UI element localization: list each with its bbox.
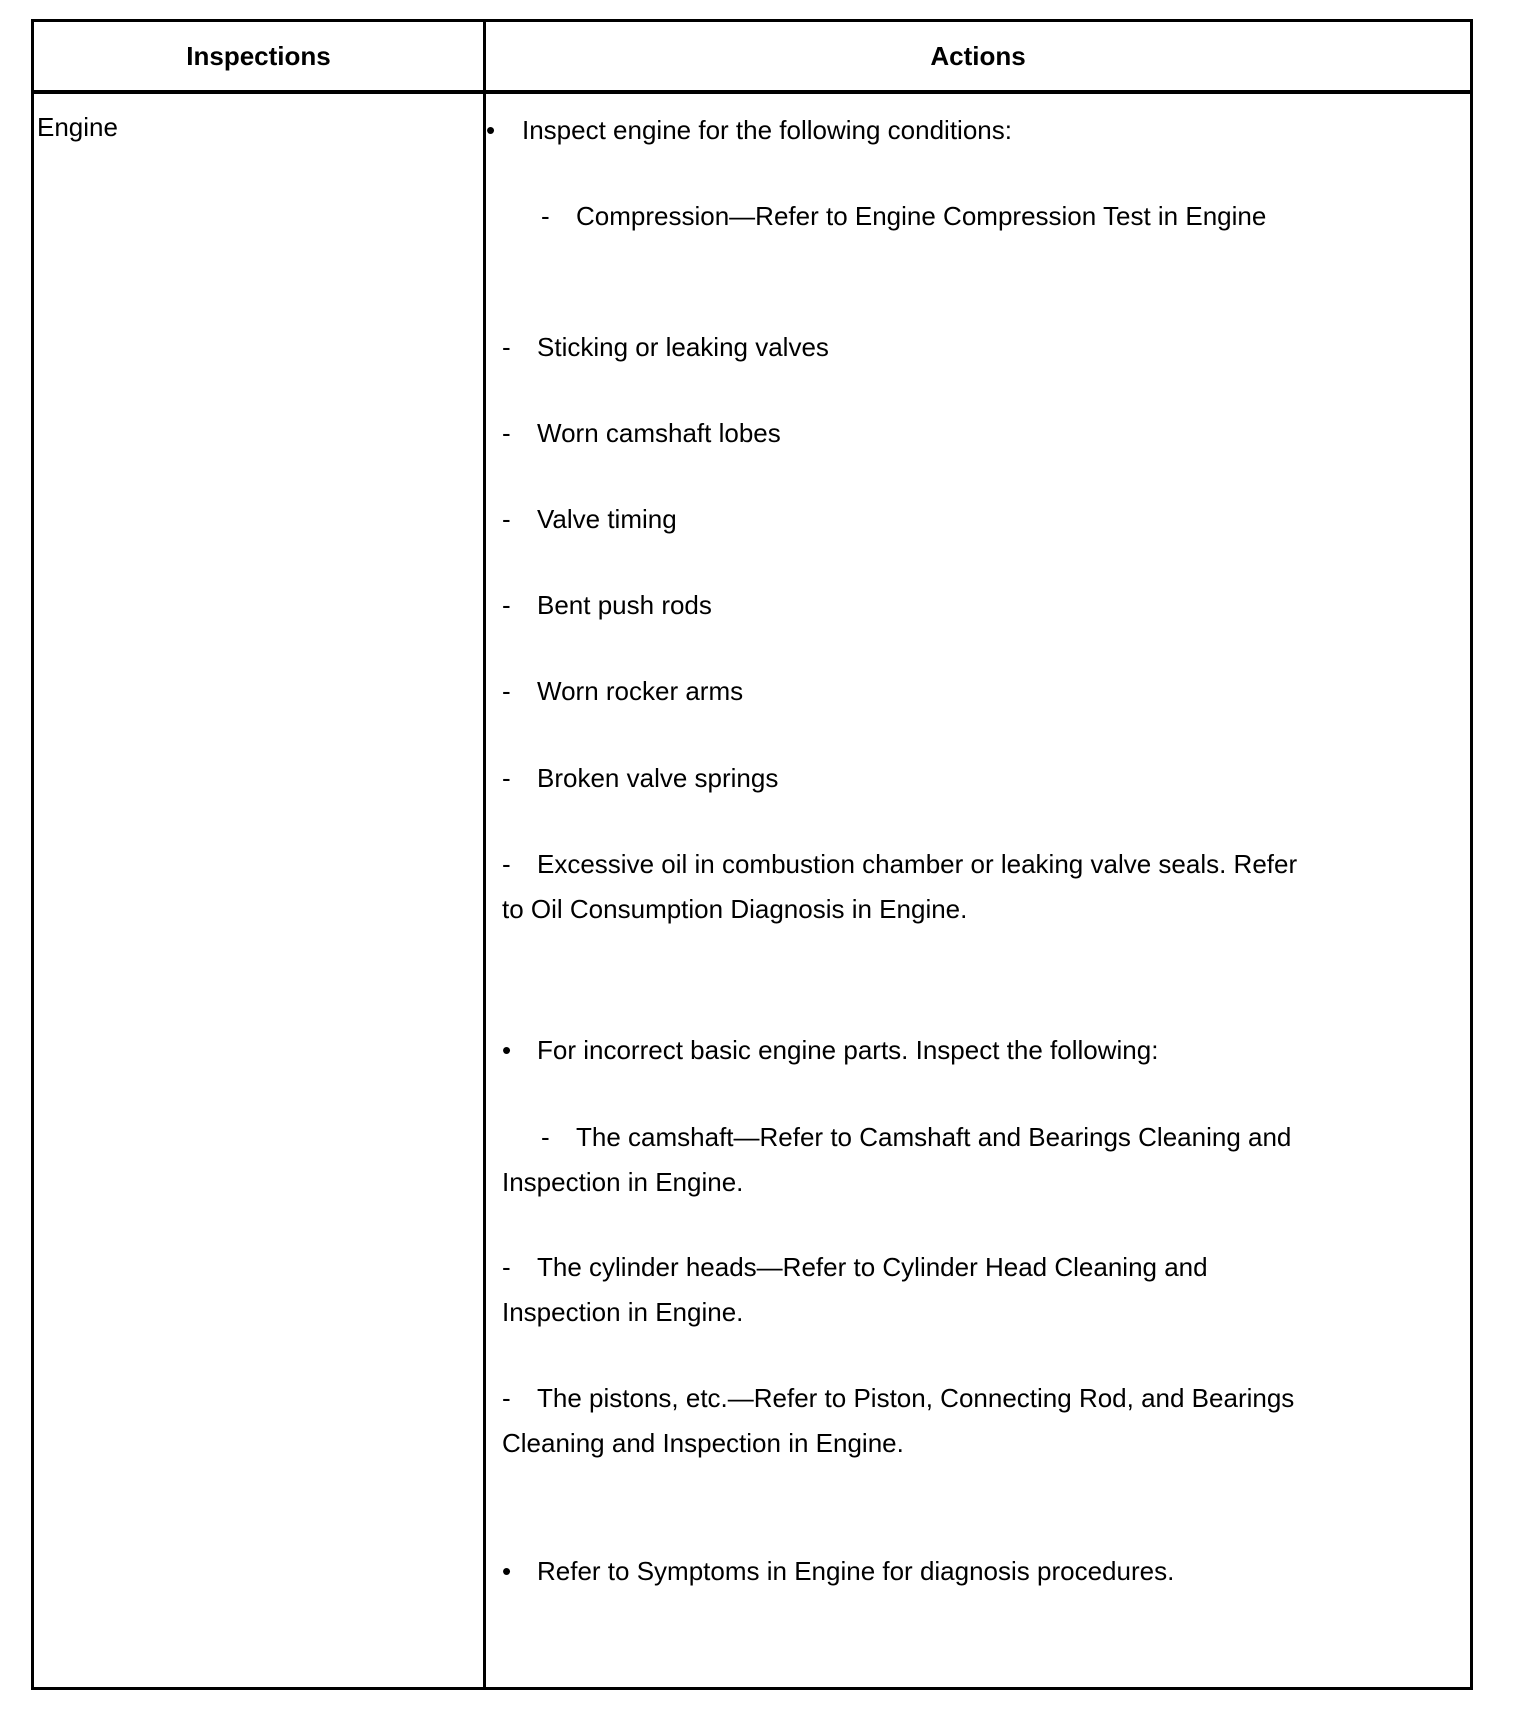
dash-icon: - (502, 1252, 511, 1282)
dash-icon: - (541, 201, 550, 231)
dash-icon: - (502, 332, 511, 362)
bullet-icon: • (486, 115, 496, 145)
part-text: The camshaft—Refer to Camshaft and Bearings Cleaning and (576, 1122, 1292, 1152)
condition-text: Bent push rods (537, 590, 712, 620)
header-rule (34, 90, 1470, 94)
inspection-table (31, 19, 1473, 1690)
bullet-icon: • (502, 1556, 512, 1586)
part-text: The pistons, etc.—Refer to Piston, Connecting Rod, and Bearings (537, 1383, 1295, 1413)
intro-text: Inspect engine for the following conditions: (522, 115, 1012, 145)
header-actions: Actions (930, 40, 1026, 71)
condition-continuation: to Oil Consumption Diagnosis in Engine. (502, 894, 968, 924)
condition-text: Compression—Refer to Engine Compression Test in Engine (576, 201, 1267, 231)
condition-text: Valve timing (537, 504, 677, 534)
part-continuation: Cleaning and Inspection in Engine. (502, 1428, 904, 1458)
dash-icon: - (502, 763, 511, 793)
dash-icon: - (502, 504, 511, 534)
parts-intro-text: For incorrect basic engine parts. Inspect the following: (537, 1035, 1159, 1065)
condition-text: Worn rocker arms (537, 676, 744, 706)
part-continuation: Inspection in Engine. (502, 1167, 744, 1197)
header-inspections: Inspections (186, 40, 331, 71)
symptoms-text: Refer to Symptoms in Engine for diagnosis procedures. (537, 1556, 1175, 1586)
dash-icon: - (541, 1122, 550, 1152)
bullet-icon: • (502, 1035, 512, 1065)
part-continuation: Inspection in Engine. (502, 1297, 744, 1327)
condition-text: Broken valve springs (537, 763, 779, 793)
dash-icon: - (502, 676, 511, 706)
condition-text: Sticking or leaking valves (537, 332, 829, 362)
dash-icon: - (502, 1383, 511, 1413)
condition-text: Excessive oil in combustion chamber or leaking valve seals. Refer (537, 849, 1298, 879)
dash-icon: - (502, 418, 511, 448)
inspection-cell-engine: Engine (37, 112, 118, 142)
condition-text: Worn camshaft lobes (537, 418, 781, 448)
dash-icon: - (502, 590, 511, 620)
dash-icon: - (502, 849, 511, 879)
part-text: The cylinder heads—Refer to Cylinder Head Cleaning and (537, 1252, 1208, 1282)
column-divider (483, 22, 486, 1687)
